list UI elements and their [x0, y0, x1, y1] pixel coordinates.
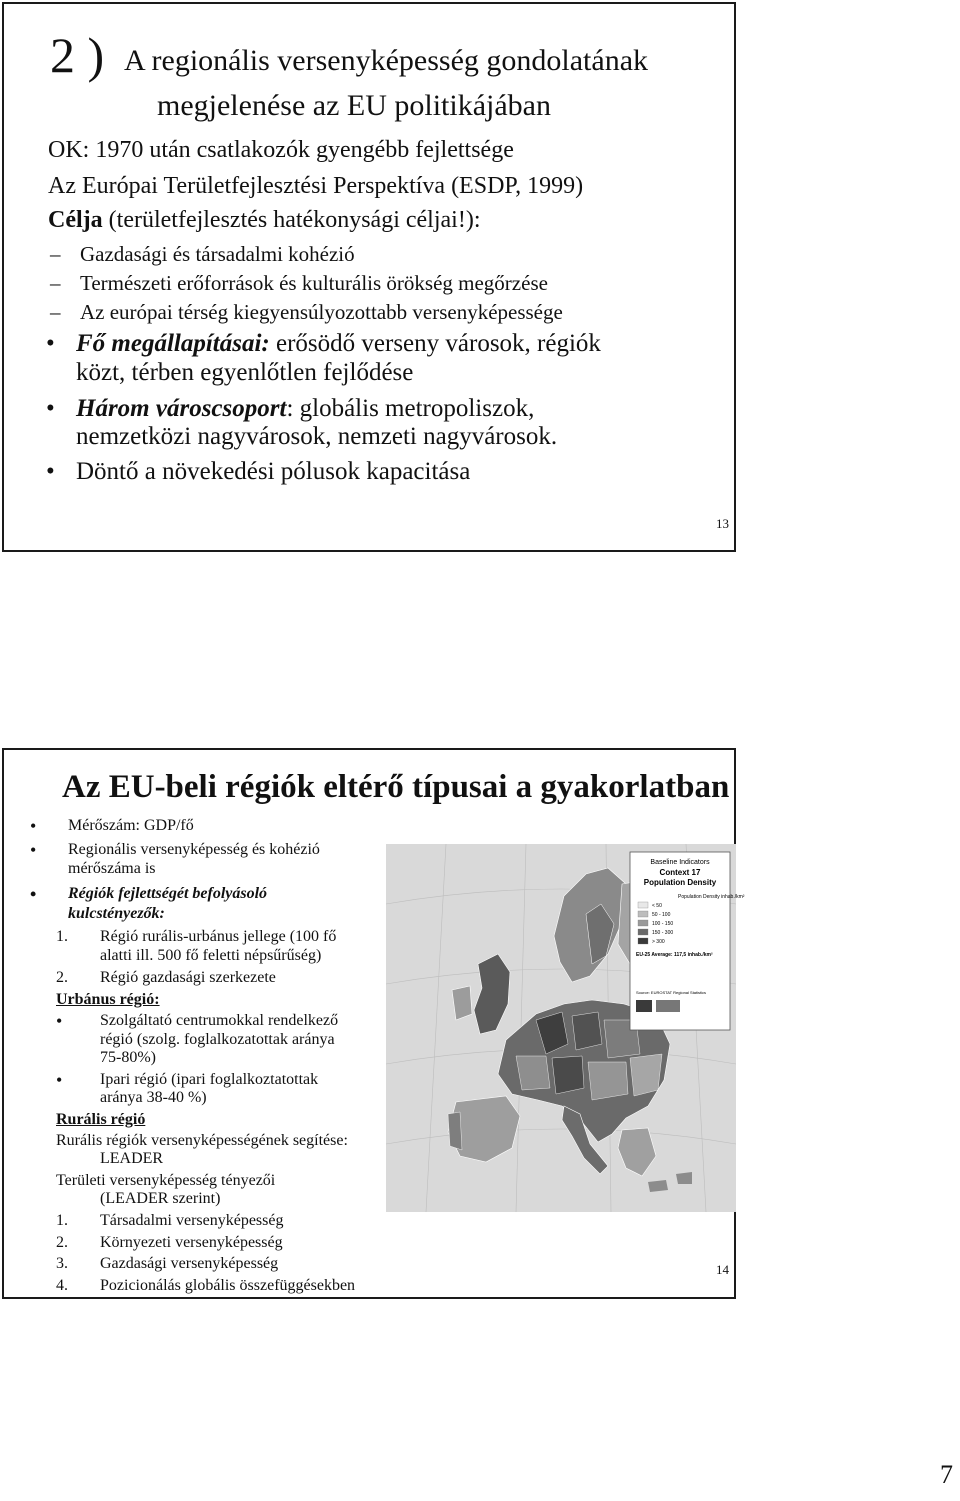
slide-13: [2, 2, 736, 552]
rural-text: Rurális régiók versenyképességének segítése:: [56, 1132, 348, 1149]
urban-industrial-cont: aránya 38-40 %): [100, 1089, 207, 1106]
bullet-growth-poles: • Döntő a növekedési pólusok kapacitása: [46, 458, 471, 485]
dash-item: – Természeti erőforrások és kulturális örökség megőrzése: [50, 271, 548, 295]
rural-leader: LEADER: [100, 1150, 164, 1167]
bullet-city-groups-cont: nemzetközi nagyvárosok, nemzeti nagyvárosok.: [76, 423, 558, 450]
factor-item: 3. Gazdasági versenyképesség: [56, 1255, 279, 1272]
rural-heading: Rurális régió: [56, 1111, 146, 1128]
legend-item: 150 - 300: [652, 930, 674, 936]
map-header-1: Baseline Indicators: [650, 859, 710, 866]
slide-title-line-2: megjelenése az EU politikájában: [157, 89, 551, 122]
population-density-map: [386, 844, 745, 1212]
factor-item: 1. Társadalmi versenyképesség: [56, 1212, 284, 1229]
legend-title: Population Density inhab./km²: [678, 894, 745, 900]
urban-heading: Urbánus régió:: [56, 991, 160, 1008]
slide-title-line-1: A regionális versenyképesség gondolatának: [124, 44, 649, 77]
bullet-findings-cont: közt, térben egyenlőtlen fejlődése: [76, 359, 414, 386]
reason-line: OK: 1970 után csatlakozók gyengébb fejlettsége: [48, 137, 514, 163]
section-number: 2 ): [50, 27, 105, 83]
legend-item: > 300: [652, 939, 665, 945]
urban-service: • Szolgáltató centrumokkal rendelkező: [56, 1011, 339, 1031]
sheet-page-number: 7: [940, 1460, 953, 1489]
bullet-regional-cont: mérőszáma is: [68, 860, 156, 877]
urban-industrial: • Ipari régió (ipari foglalkoztatottak: [56, 1070, 319, 1090]
legend-item: 100 - 150: [652, 921, 674, 927]
numbered-item-1: 1. Régió rurális-urbánus jellege (100 fő: [56, 928, 337, 945]
legend-average: EU-25 Average: 117,5 inhab./km²: [636, 952, 713, 958]
slide-page-number: 13: [716, 516, 729, 531]
goal-line: Célja (területfejlesztés hatékonysági céljai!):: [48, 207, 481, 233]
factor-item: 2. Környezeti versenyképesség: [56, 1234, 283, 1251]
numbered-item-1-cont: alatti ill. 500 fő feletti népsűrűség): [100, 947, 322, 964]
bullet-key-factors-cont: kulcstényezők:: [68, 905, 165, 922]
bullet-gdp: • Mérőszám: GDP/fő: [30, 816, 194, 836]
territorial-factors: Területi versenyképesség tényezői: [56, 1172, 276, 1189]
dash-item: – Az európai térség kiegyensúlyozottabb versenyképessége: [50, 300, 563, 324]
bullet-regional: • Regionális versenyképesség és kohézió: [30, 840, 320, 860]
bullet-findings: • Fő megállapításai: erősödő verseny városok, régiók: [46, 330, 601, 357]
territorial-factors-cont: (LEADER szerint): [100, 1190, 221, 1207]
legend-item: 50 - 100: [652, 912, 671, 918]
bullet-key-factors: • Régiók fejlettségét befolyásoló: [30, 884, 268, 904]
map-legend: [630, 852, 745, 1030]
urban-service-cont2: 75-80%): [100, 1049, 156, 1066]
bullet-city-groups: • Három városcsoport: globális metropoliszok,: [46, 395, 535, 422]
slide-page-number: 14: [716, 1262, 729, 1277]
map-header-3: Population Density: [643, 878, 717, 887]
legend-item: < 50: [652, 903, 662, 909]
map-source: Source: EUROSTAT Regional Statistics: [636, 990, 707, 995]
map-header-2: Context 17: [659, 868, 701, 877]
factor-item: 4. Pozicionálás globális összefüggésekben: [56, 1277, 356, 1294]
esdp-line: Az Európai Területfejlesztési Perspektíva (ESDP, 1999): [48, 173, 584, 199]
dash-item: – Gazdasági és társadalmi kohézió: [50, 242, 355, 266]
eu-flag-icon: [636, 1000, 652, 1012]
numbered-item-2: 2. Régió gazdasági szerkezete: [56, 969, 276, 986]
logo-icon: [656, 1000, 680, 1012]
slide-title: Az EU-beli régiók eltérő típusai a gyakorlatban: [62, 769, 730, 805]
slide-14: [2, 748, 745, 1299]
urban-service-cont: régió (szolg. foglalkozatottak aránya: [100, 1031, 335, 1048]
